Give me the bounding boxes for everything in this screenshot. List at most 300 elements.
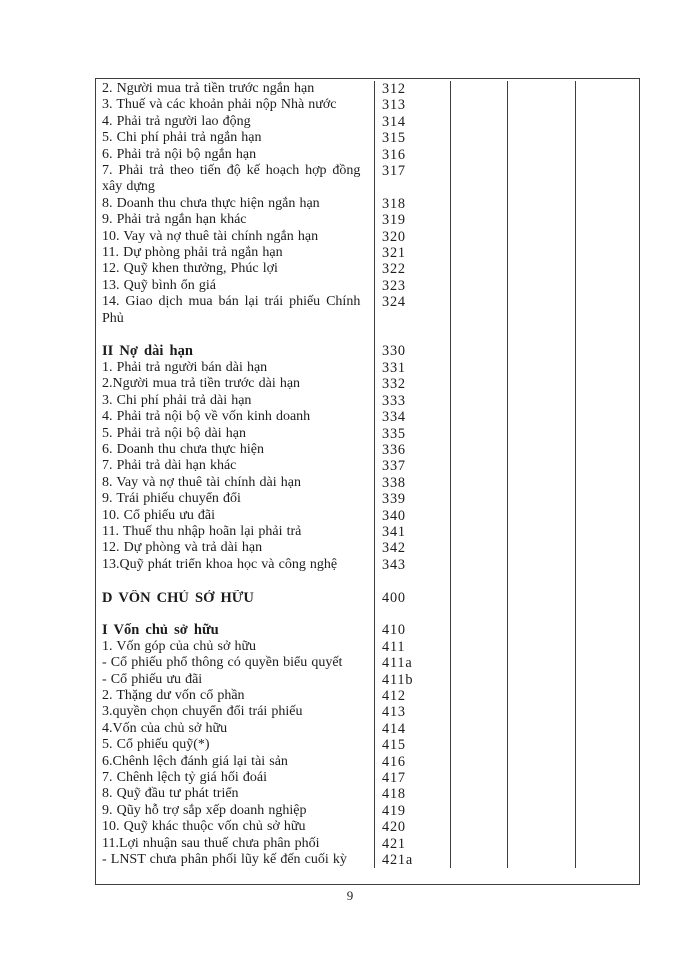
item-code: 330 [375, 343, 451, 359]
value-cell-1 [451, 852, 508, 868]
value-cell-1 [451, 606, 508, 622]
value-cell-2 [508, 97, 576, 113]
value-cell-2 [508, 688, 576, 704]
item-label [96, 508, 375, 524]
table-row [96, 672, 639, 688]
item-label [96, 573, 375, 589]
item-label-line1: II Nợ dài hạn [102, 343, 193, 360]
table-row [96, 442, 639, 458]
table-row [96, 704, 639, 720]
value-cell-3 [576, 343, 639, 359]
value-cell-1 [451, 721, 508, 737]
item-label-line1: 11.Lợi nhuận sau thuế chưa phân phối [102, 835, 320, 851]
table-row [96, 196, 639, 212]
value-cell-1 [451, 672, 508, 688]
value-cell-3 [576, 754, 639, 770]
value-cell-3 [576, 278, 639, 294]
item-label-line2: xây dựng [102, 179, 155, 195]
item-label [96, 819, 375, 835]
item-label-line1: 12. Dự phòng và trả dài hạn [102, 540, 263, 556]
value-cell-1 [451, 147, 508, 163]
item-code: 314 [375, 114, 451, 130]
table-row [96, 524, 639, 540]
value-cell-2 [508, 639, 576, 655]
value-cell-3 [576, 524, 639, 540]
value-cell-3 [576, 409, 639, 425]
table-row [96, 360, 639, 376]
table-row [96, 475, 639, 491]
table-row [96, 294, 639, 327]
item-label [96, 655, 375, 671]
item-label-line1: 7. Phải trả dài hạn khác [102, 458, 237, 474]
value-cell-3 [576, 245, 639, 261]
item-code: 416 [375, 754, 451, 770]
item-label [96, 606, 375, 622]
value-cell-1 [451, 229, 508, 245]
item-code: 321 [375, 245, 451, 261]
value-cell-1 [451, 426, 508, 442]
item-label [96, 836, 375, 852]
table-row [96, 770, 639, 786]
item-label [96, 737, 375, 753]
item-code: 333 [375, 393, 451, 409]
value-cell-3 [576, 442, 639, 458]
value-cell-1 [451, 573, 508, 589]
value-cell-1 [451, 508, 508, 524]
item-label-line1: 4. Phải trả người lao động [102, 113, 251, 129]
item-label-line1: D VỐN CHỦ SỞ HỮU [102, 589, 254, 606]
item-label-line1: - Cổ phiếu phổ thông có quyền biểu quyết [102, 655, 343, 671]
value-cell-1 [451, 343, 508, 359]
section-header-row [96, 590, 639, 606]
item-label [96, 491, 375, 507]
item-code: 331 [375, 360, 451, 376]
item-label-line1: I Vốn chủ sở hữu [102, 622, 219, 639]
value-cell-2 [508, 147, 576, 163]
table-row [96, 508, 639, 524]
value-cell-2 [508, 393, 576, 409]
value-cell-1 [451, 557, 508, 573]
item-label-line1: 6. Doanh thu chưa thực hiện [102, 441, 265, 457]
item-label-line1: 2. Người mua trả tiền trước ngắn hạn [102, 81, 315, 96]
table-row [96, 376, 639, 392]
item-label-line1: 4. Phải trả nội bộ về vốn kinh doanh [102, 409, 311, 425]
table-row [96, 114, 639, 130]
section-header-row [96, 622, 639, 638]
table-row [96, 819, 639, 835]
value-cell-1 [451, 688, 508, 704]
table-row [96, 786, 639, 802]
value-cell-2 [508, 458, 576, 474]
table-row [96, 458, 639, 474]
item-code: 421a [375, 852, 451, 868]
value-cell-3 [576, 639, 639, 655]
value-cell-1 [451, 376, 508, 392]
spacer-row [96, 327, 639, 343]
value-cell-2 [508, 770, 576, 786]
value-cell-1 [451, 393, 508, 409]
item-code: 323 [375, 278, 451, 294]
value-cell-1 [451, 212, 508, 228]
table-row [96, 245, 639, 261]
item-code: 322 [375, 261, 451, 277]
value-cell-2 [508, 196, 576, 212]
value-cell-1 [451, 442, 508, 458]
item-code: 419 [375, 803, 451, 819]
item-code: 417 [375, 770, 451, 786]
item-label [96, 786, 375, 802]
item-code: 312 [375, 81, 451, 97]
value-cell-1 [451, 130, 508, 146]
item-code: 320 [375, 229, 451, 245]
item-code: 335 [375, 426, 451, 442]
item-label [96, 229, 375, 245]
value-cell-2 [508, 786, 576, 802]
item-code [375, 573, 451, 589]
item-label [96, 622, 375, 638]
table-row [96, 409, 639, 425]
item-code: 316 [375, 147, 451, 163]
table-row [96, 212, 639, 228]
value-cell-3 [576, 721, 639, 737]
table-row [96, 81, 639, 97]
value-cell-2 [508, 327, 576, 343]
value-cell-3 [576, 655, 639, 671]
item-label-line1: 9. Qũy hỗ trợ sắp xếp doanh nghiệp [102, 802, 307, 818]
value-cell-2 [508, 409, 576, 425]
item-code: 342 [375, 540, 451, 556]
item-label-line1: 3.quyền chọn chuyển đổi trái phiếu [102, 704, 303, 720]
value-cell-2 [508, 573, 576, 589]
value-cell-1 [451, 114, 508, 130]
item-label-line2: Phủ [102, 310, 124, 326]
value-cell-1 [451, 327, 508, 343]
value-cell-3 [576, 130, 639, 146]
value-cell-2 [508, 442, 576, 458]
item-code: 413 [375, 704, 451, 720]
item-label-line1: 8. Vay và nợ thuê tài chính dài hạn [102, 474, 301, 490]
value-cell-1 [451, 97, 508, 113]
item-label [96, 147, 375, 163]
value-cell-2 [508, 376, 576, 392]
value-cell-3 [576, 327, 639, 343]
item-code: 411a [375, 655, 451, 671]
value-cell-3 [576, 229, 639, 245]
item-label [96, 360, 375, 376]
item-label [96, 721, 375, 737]
item-label [96, 803, 375, 819]
value-cell-3 [576, 114, 639, 130]
value-cell-1 [451, 196, 508, 212]
item-label [96, 639, 375, 655]
item-label [96, 524, 375, 540]
item-label [96, 81, 375, 97]
value-cell-2 [508, 426, 576, 442]
balance-sheet-table [95, 78, 640, 885]
item-label [96, 212, 375, 228]
value-cell-1 [451, 819, 508, 835]
table-row [96, 639, 639, 655]
item-code: 336 [375, 442, 451, 458]
value-cell-3 [576, 688, 639, 704]
item-label [96, 557, 375, 573]
table-row [96, 688, 639, 704]
value-cell-1 [451, 639, 508, 655]
item-label-line1: 13. Quỹ bình ổn giá [102, 277, 217, 293]
value-cell-2 [508, 672, 576, 688]
value-cell-2 [508, 245, 576, 261]
item-code: 341 [375, 524, 451, 540]
value-cell-3 [576, 508, 639, 524]
item-label-line1: 5. Cổ phiếu quỹ(*) [102, 737, 210, 753]
value-cell-2 [508, 114, 576, 130]
item-label-line1: 11. Dự phòng phải trả ngắn hạn [102, 245, 283, 261]
item-label-line1: 4.Vốn của chủ sở hữu [102, 720, 228, 736]
spacer-row [96, 606, 639, 622]
item-code: 340 [375, 508, 451, 524]
value-cell-1 [451, 540, 508, 556]
table-row [96, 393, 639, 409]
value-cell-1 [451, 360, 508, 376]
item-label [96, 261, 375, 277]
item-label-line1: 8. Doanh thu chưa thực hiện ngắn hạn [102, 195, 320, 211]
value-cell-1 [451, 163, 508, 196]
value-cell-3 [576, 786, 639, 802]
item-label [96, 393, 375, 409]
value-cell-3 [576, 97, 639, 113]
value-cell-3 [576, 737, 639, 753]
value-cell-2 [508, 524, 576, 540]
item-label [96, 245, 375, 261]
value-cell-3 [576, 458, 639, 474]
item-code: 411 [375, 639, 451, 655]
spacer-row [96, 573, 639, 589]
item-code: 319 [375, 212, 451, 228]
item-label-line1: 12. Quỹ khen thưởng, Phúc lợi [102, 261, 278, 277]
value-cell-2 [508, 491, 576, 507]
item-label [96, 688, 375, 704]
item-code [375, 606, 451, 622]
item-label [96, 163, 375, 196]
item-label-line1: 13.Quỹ phát triển khoa học và công nghệ [102, 556, 338, 572]
value-cell-2 [508, 278, 576, 294]
value-cell-3 [576, 147, 639, 163]
item-label [96, 458, 375, 474]
item-label-line1: 2.Người mua trả tiền trước dài hạn [102, 376, 301, 392]
value-cell-1 [451, 803, 508, 819]
item-label [96, 343, 375, 359]
item-code: 332 [375, 376, 451, 392]
item-code: 337 [375, 458, 451, 474]
value-cell-2 [508, 655, 576, 671]
table-row [96, 721, 639, 737]
value-cell-2 [508, 261, 576, 277]
value-cell-2 [508, 212, 576, 228]
item-code: 324 [375, 294, 451, 327]
table-row [96, 130, 639, 146]
item-label-line1: 3. Thuế và các khoản phải nộp Nhà nước [102, 97, 337, 113]
table-row [96, 852, 639, 868]
item-label [96, 409, 375, 425]
value-cell-3 [576, 196, 639, 212]
item-code: 415 [375, 737, 451, 753]
item-label-line1: 5. Chi phí phải trả ngắn hạn [102, 130, 262, 146]
item-label-line1: 7. Phải trả theo tiến độ kế hoạch hợp đồng [102, 163, 361, 179]
item-code: 418 [375, 786, 451, 802]
table-row [96, 147, 639, 163]
value-cell-3 [576, 672, 639, 688]
item-code: 411b [375, 672, 451, 688]
table-row [96, 836, 639, 852]
item-label-line1: 5. Phải trả nội bộ dài hạn [102, 425, 246, 441]
value-cell-1 [451, 590, 508, 606]
value-cell-1 [451, 278, 508, 294]
item-code: 343 [375, 557, 451, 573]
value-cell-3 [576, 163, 639, 196]
item-label-line1: 1. Phải trả người bán dài hạn [102, 359, 268, 375]
table-row [96, 655, 639, 671]
item-label [96, 590, 375, 606]
value-cell-2 [508, 475, 576, 491]
value-cell-2 [508, 704, 576, 720]
item-label [96, 475, 375, 491]
item-code: 412 [375, 688, 451, 704]
item-label-line1: 14. Giao dịch mua bán lại trái phiếu Chính [102, 294, 361, 310]
item-label-line1: - Cổ phiếu ưu đãi [102, 671, 203, 687]
value-cell-2 [508, 81, 576, 97]
item-label-line1: 8. Quỹ đầu tư phát triển [102, 786, 239, 802]
item-code: 420 [375, 819, 451, 835]
item-code: 400 [375, 590, 451, 606]
value-cell-3 [576, 622, 639, 638]
value-cell-2 [508, 360, 576, 376]
item-label [96, 376, 375, 392]
item-label-line1: 6.Chênh lệch đánh giá lại tài sản [102, 753, 288, 769]
table-row [96, 540, 639, 556]
value-cell-3 [576, 803, 639, 819]
value-cell-1 [451, 475, 508, 491]
value-cell-1 [451, 770, 508, 786]
table-row [96, 557, 639, 573]
value-cell-2 [508, 836, 576, 852]
item-label [96, 754, 375, 770]
value-cell-3 [576, 376, 639, 392]
item-label-line1: 2. Thặng dư vốn cổ phần [102, 687, 245, 703]
table-row [96, 163, 639, 196]
value-cell-1 [451, 754, 508, 770]
item-code: 421 [375, 836, 451, 852]
item-label-line1: 7. Chênh lệch tỷ giá hối đoái [102, 770, 267, 786]
value-cell-3 [576, 819, 639, 835]
value-cell-1 [451, 704, 508, 720]
item-code: 334 [375, 409, 451, 425]
value-cell-3 [576, 360, 639, 376]
value-cell-1 [451, 737, 508, 753]
value-cell-3 [576, 590, 639, 606]
item-code: 313 [375, 97, 451, 113]
value-cell-3 [576, 704, 639, 720]
item-code [375, 327, 451, 343]
item-label [96, 540, 375, 556]
value-cell-2 [508, 852, 576, 868]
value-cell-2 [508, 229, 576, 245]
value-cell-2 [508, 343, 576, 359]
item-label [96, 672, 375, 688]
value-cell-2 [508, 130, 576, 146]
value-cell-3 [576, 557, 639, 573]
value-cell-2 [508, 737, 576, 753]
value-cell-1 [451, 261, 508, 277]
value-cell-3 [576, 426, 639, 442]
item-label [96, 327, 375, 343]
item-label [96, 196, 375, 212]
section-header-row [96, 343, 639, 359]
value-cell-3 [576, 540, 639, 556]
value-cell-3 [576, 852, 639, 868]
value-cell-1 [451, 409, 508, 425]
value-cell-2 [508, 508, 576, 524]
value-cell-1 [451, 524, 508, 540]
item-label [96, 97, 375, 113]
value-cell-2 [508, 721, 576, 737]
value-cell-3 [576, 475, 639, 491]
value-cell-2 [508, 294, 576, 327]
value-cell-1 [451, 245, 508, 261]
item-code: 414 [375, 721, 451, 737]
item-label [96, 114, 375, 130]
value-cell-3 [576, 770, 639, 786]
table-row [96, 803, 639, 819]
item-label-line1: 9. Phải trả ngắn hạn khác [102, 212, 247, 228]
item-label-line1: 10. Quỹ khác thuộc vốn chủ sở hữu [102, 819, 306, 835]
value-cell-1 [451, 81, 508, 97]
item-label [96, 770, 375, 786]
value-cell-1 [451, 491, 508, 507]
item-code: 318 [375, 196, 451, 212]
value-cell-1 [451, 294, 508, 327]
value-cell-2 [508, 819, 576, 835]
table-row [96, 229, 639, 245]
item-label-line1: 11. Thuế thu nhập hoãn lại phải trả [102, 523, 302, 539]
page-number: 9 [346, 888, 354, 903]
value-cell-1 [451, 458, 508, 474]
table-row [96, 754, 639, 770]
value-cell-2 [508, 606, 576, 622]
item-label [96, 294, 375, 327]
value-cell-2 [508, 590, 576, 606]
table-row [96, 278, 639, 294]
value-cell-3 [576, 606, 639, 622]
value-cell-3 [576, 261, 639, 277]
value-cell-1 [451, 655, 508, 671]
value-cell-2 [508, 754, 576, 770]
item-label-line1: - LNST chưa phân phối lũy kế đến cuối kỳ [102, 852, 347, 868]
item-label-line1: 3. Chi phí phải trả dài hạn [102, 392, 252, 408]
value-cell-1 [451, 622, 508, 638]
value-cell-3 [576, 212, 639, 228]
item-label [96, 278, 375, 294]
value-cell-1 [451, 836, 508, 852]
value-cell-2 [508, 622, 576, 638]
item-label [96, 852, 375, 868]
item-code: 315 [375, 130, 451, 146]
item-code: 317 [375, 163, 451, 196]
item-label-line1: 10. Vay và nợ thuê tài chính ngắn hạn [102, 228, 319, 244]
table-row [96, 97, 639, 113]
value-cell-3 [576, 491, 639, 507]
item-code: 339 [375, 491, 451, 507]
item-label [96, 442, 375, 458]
